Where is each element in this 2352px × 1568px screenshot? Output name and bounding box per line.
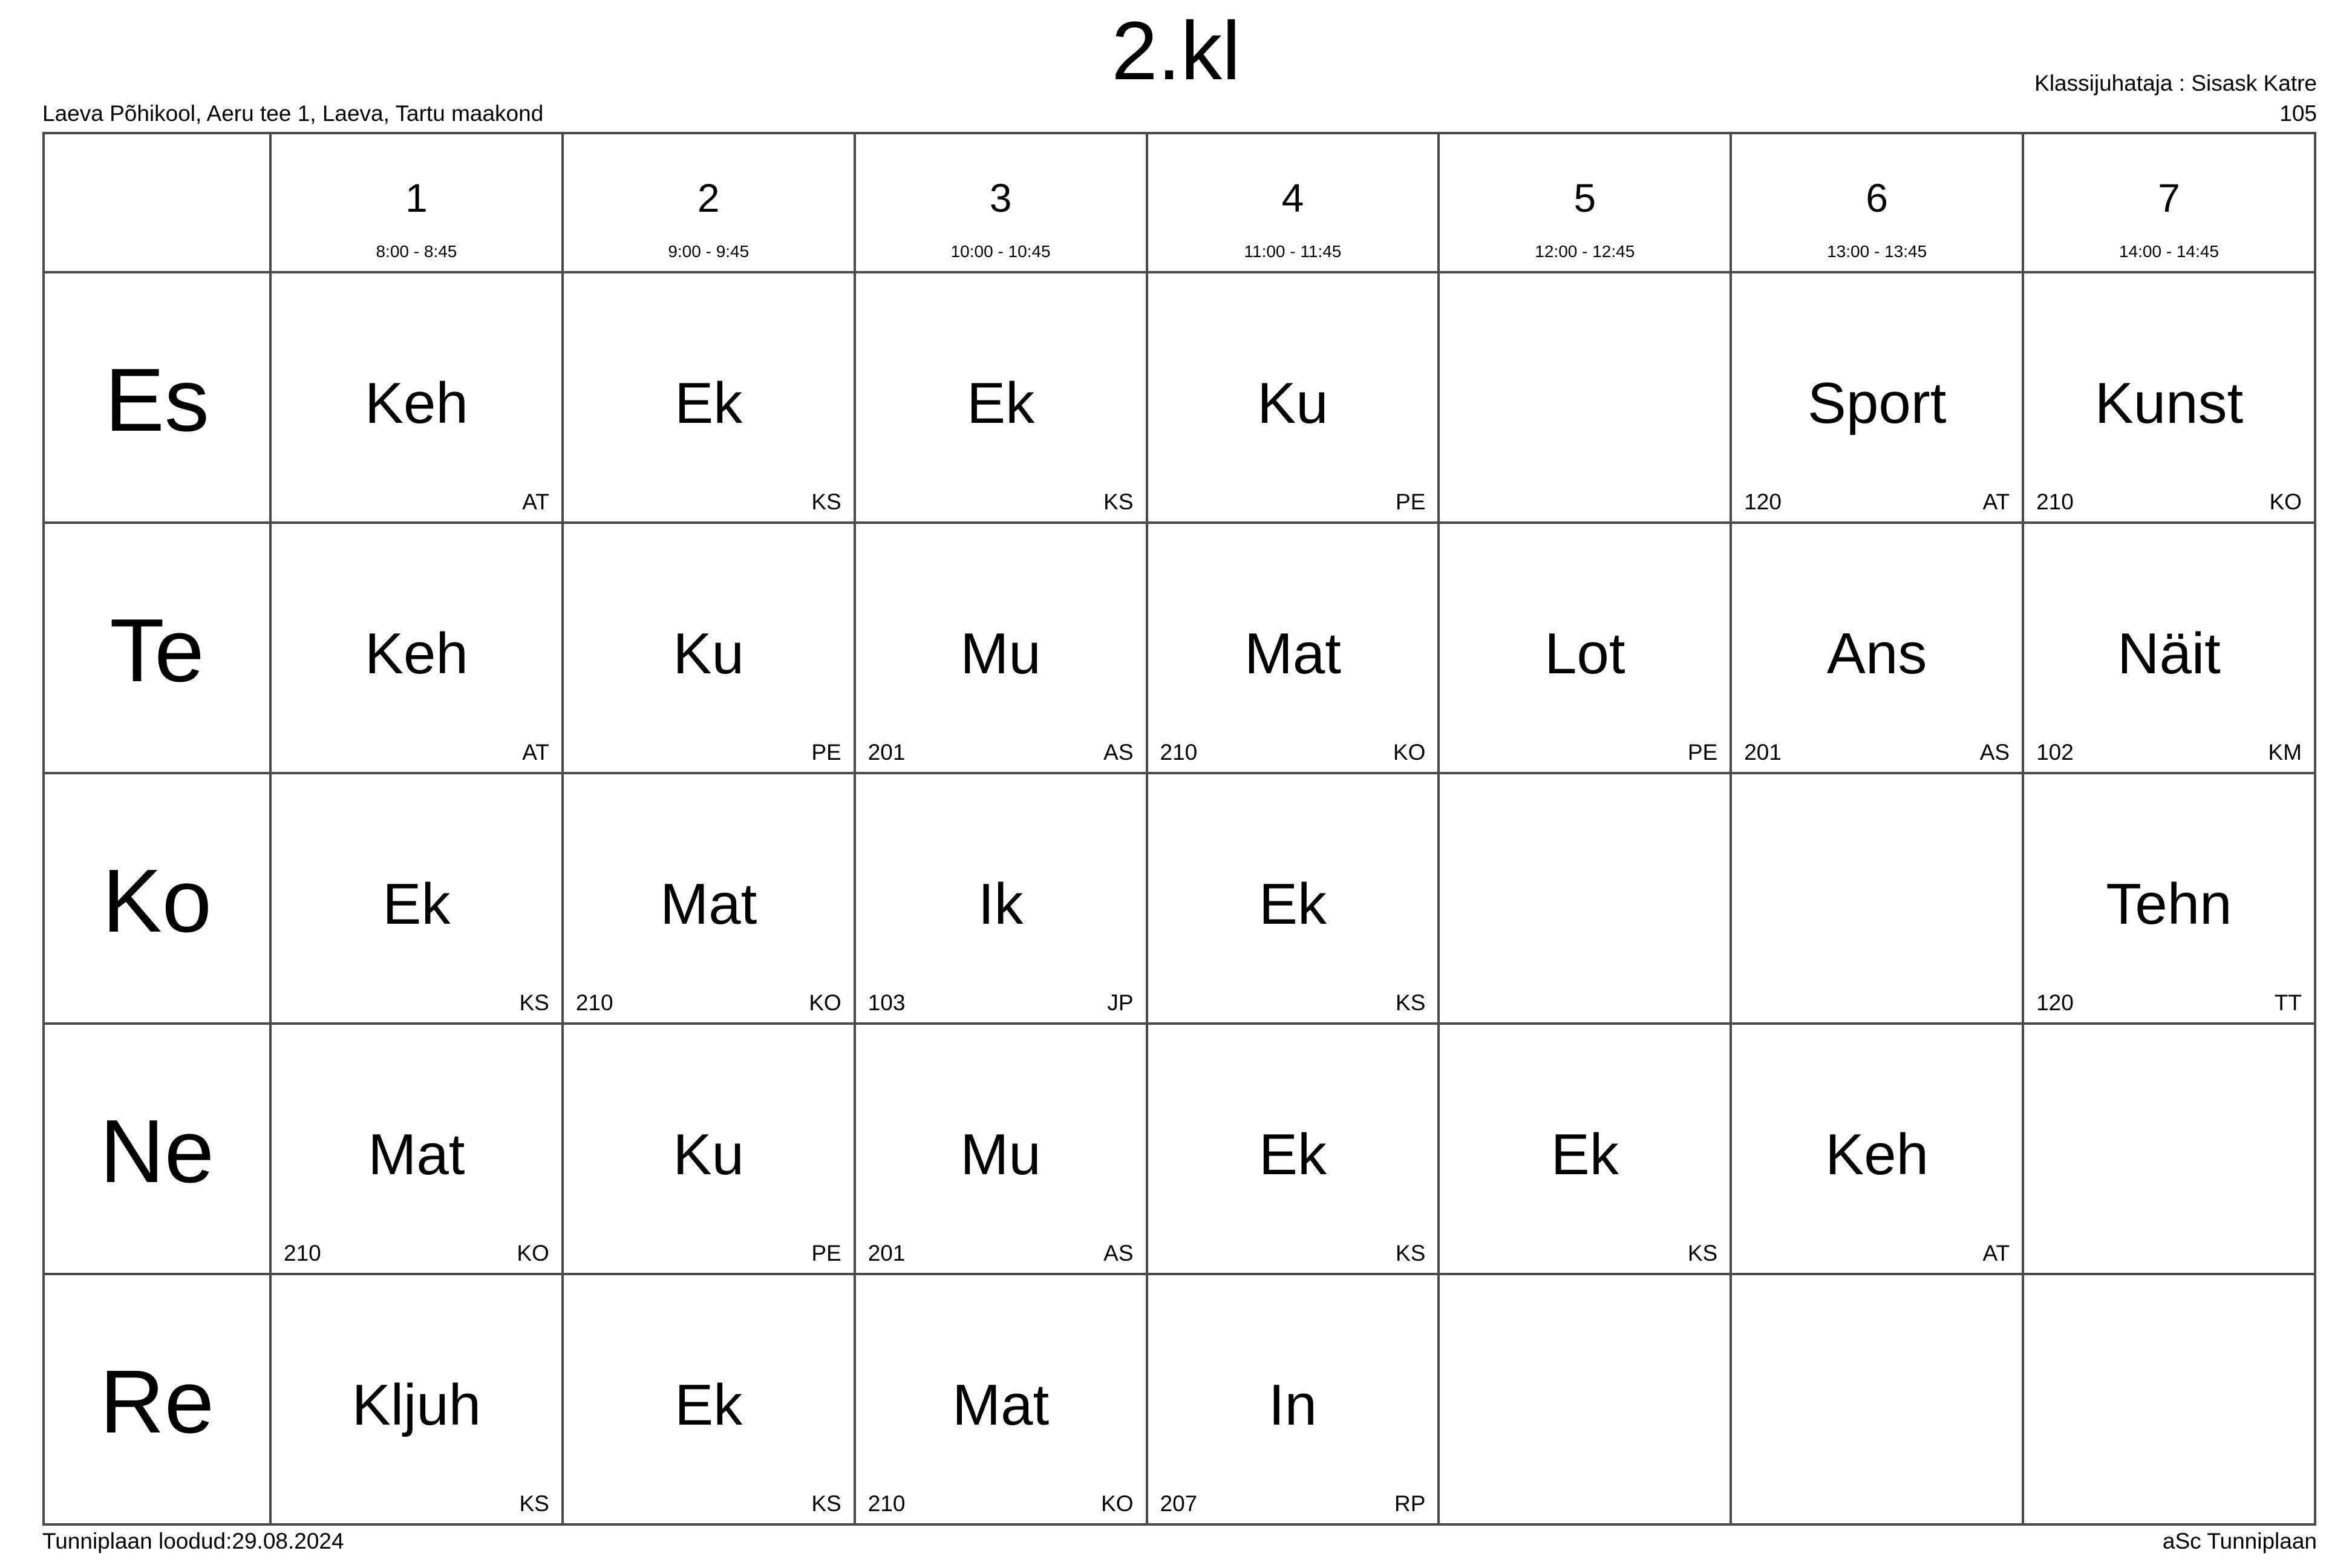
lesson-teacher: KS (519, 1491, 549, 1516)
lesson-subject: Näit (2117, 621, 2221, 686)
day-cell (44, 523, 270, 773)
lesson-subject: Mat (952, 1373, 1050, 1437)
corner-cell (44, 133, 270, 272)
lesson-teacher: KS (811, 1491, 841, 1516)
lesson-cell (855, 272, 1147, 523)
lesson-room: 210 (284, 1241, 321, 1266)
period-time: 14:00 - 14:45 (2118, 242, 2219, 261)
day-label: Re (99, 1352, 215, 1452)
period-header-1 (270, 133, 563, 272)
lesson-teacher: RP (1394, 1491, 1426, 1516)
lesson-room: 201 (1744, 740, 1782, 765)
lesson-teacher: KO (2269, 489, 2302, 514)
lesson-cell (1439, 773, 1731, 1024)
lesson-cell (2023, 523, 2315, 773)
lesson-subject: Ek (1550, 1122, 1619, 1187)
lesson-cell (855, 773, 1147, 1024)
lesson-teacher: PE (811, 1241, 841, 1266)
period-time: 12:00 - 12:45 (1535, 242, 1635, 261)
lesson-room: 201 (867, 740, 906, 765)
day-row (44, 523, 2315, 773)
lesson-cell (270, 272, 563, 523)
lesson-cell (1731, 773, 2023, 1024)
lesson-teacher: AS (1103, 740, 1134, 765)
lesson-subject: Keh (1825, 1122, 1929, 1187)
period-header-2 (563, 133, 855, 272)
lesson-cell (2023, 1274, 2315, 1524)
lesson-subject: In (1268, 1373, 1317, 1437)
lesson-subject: Ku (1257, 371, 1328, 436)
lesson-teacher: TT (2274, 990, 2302, 1015)
day-row (44, 1024, 2315, 1274)
period-time: 11:00 - 11:45 (1244, 242, 1342, 261)
lesson-cell (1147, 773, 1439, 1024)
timetable (42, 132, 2316, 1526)
lesson-subject: Sport (1807, 371, 1947, 436)
lesson-subject: Mat (1244, 621, 1341, 686)
period-number: 6 (1866, 175, 1888, 220)
lesson-subject: Kunst (2094, 371, 2244, 436)
lesson-teacher: KS (1396, 1241, 1426, 1266)
period-time: 13:00 - 13:45 (1827, 242, 1927, 261)
lesson-subject: Keh (365, 621, 468, 686)
lesson-room: 210 (867, 1491, 906, 1516)
period-number: 7 (2158, 175, 2180, 220)
period-number: 3 (989, 175, 1012, 220)
lesson-subject: Mat (368, 1122, 465, 1187)
day-row (44, 272, 2315, 523)
lesson-teacher: AS (1103, 1241, 1134, 1266)
day-row (44, 773, 2315, 1024)
lesson-subject: Mat (660, 872, 757, 936)
lesson-cell (270, 523, 563, 773)
lesson-cell (270, 1274, 563, 1524)
lesson-subject: Ik (978, 872, 1024, 936)
created-date: Tunniplaan loodud:29.08.2024 (42, 1529, 344, 1553)
lesson-cell (563, 773, 855, 1024)
lesson-cell (563, 272, 855, 523)
day-cell (44, 1024, 270, 1274)
period-number: 2 (697, 175, 720, 220)
lesson-subject: Ek (1258, 872, 1327, 936)
lesson-cell (563, 523, 855, 773)
day-cell (44, 272, 270, 523)
lesson-teacher: AT (522, 740, 549, 765)
lesson-teacher: AS (1979, 740, 2010, 765)
lesson-room: 120 (1744, 489, 1782, 514)
lesson-subject: Ans (1826, 621, 1927, 686)
lesson-cell (2023, 773, 2315, 1024)
lesson-teacher: JP (1107, 990, 1134, 1015)
class-teacher: Klassijuhataja : Sisask Katre (2034, 71, 2317, 96)
lesson-cell (1439, 1024, 1731, 1274)
period-time: 8:00 - 8:45 (376, 242, 457, 261)
period-header-6 (1731, 133, 2023, 272)
lesson-subject: Ku (673, 1122, 744, 1187)
lesson-teacher: KO (1393, 740, 1426, 765)
lesson-room: 210 (1160, 740, 1198, 765)
period-number: 4 (1281, 175, 1304, 220)
lesson-cell (563, 1024, 855, 1274)
lesson-room: 103 (867, 990, 906, 1015)
day-row (44, 1274, 2315, 1524)
lesson-room: 120 (2036, 990, 2074, 1015)
lesson-cell (270, 1024, 563, 1274)
lesson-subject: Kljuh (351, 1373, 482, 1437)
day-label: Es (105, 350, 209, 450)
lesson-subject: Ek (1258, 1122, 1327, 1187)
lesson-subject: Ek (382, 872, 451, 936)
school-address: Laeva Põhikool, Aeru tee 1, Laeva, Tartu maakond (42, 101, 544, 126)
lesson-cell (1439, 523, 1731, 773)
period-time: 10:00 - 10:45 (950, 242, 1051, 261)
lesson-cell (855, 1024, 1147, 1274)
lesson-subject: Lot (1544, 621, 1625, 686)
lesson-teacher: KM (2268, 740, 2302, 765)
period-time: 9:00 - 9:45 (668, 242, 750, 261)
lesson-teacher: AT (522, 489, 549, 514)
lesson-teacher: PE (1687, 740, 1718, 765)
lesson-teacher: PE (1396, 489, 1426, 514)
lesson-room: 210 (2036, 489, 2074, 514)
page-title: 2.kl (1111, 5, 1241, 97)
lesson-room: 210 (575, 990, 613, 1015)
lesson-cell (1731, 1274, 2023, 1524)
lesson-subject: Ek (675, 371, 743, 436)
timetable-body (44, 133, 2315, 1524)
lesson-room: 207 (1160, 1491, 1198, 1516)
lesson-teacher: KO (809, 990, 841, 1015)
lesson-subject: Ek (675, 1373, 743, 1437)
lesson-teacher: AT (1982, 489, 2010, 514)
lesson-teacher: KS (1103, 489, 1134, 514)
lesson-subject: Keh (365, 371, 468, 436)
lesson-cell (1439, 272, 1731, 523)
class-room: 105 (2279, 101, 2317, 126)
lesson-teacher: KO (517, 1241, 549, 1266)
lesson-cell (1147, 1274, 1439, 1524)
lesson-cell (2023, 272, 2315, 523)
software-credit: aSc Tunniplaan (2162, 1529, 2317, 1553)
period-header-row (44, 133, 2315, 272)
day-label: Ne (99, 1102, 215, 1201)
day-cell (44, 1274, 270, 1524)
lesson-cell (1147, 523, 1439, 773)
lesson-subject: Mu (960, 1122, 1041, 1187)
lesson-subject: Ek (967, 371, 1035, 436)
lesson-cell (563, 1274, 855, 1524)
lesson-cell (270, 773, 563, 1024)
lesson-subject: Ku (673, 621, 744, 686)
lesson-teacher: KO (1101, 1491, 1134, 1516)
day-cell (44, 773, 270, 1024)
period-header-4 (1147, 133, 1439, 272)
period-header-5 (1439, 133, 1731, 272)
lesson-cell (1731, 272, 2023, 523)
lesson-teacher: KS (1687, 1241, 1718, 1266)
lesson-teacher: AT (1982, 1241, 2010, 1266)
lesson-cell (1147, 1024, 1439, 1274)
period-header-7 (2023, 133, 2315, 272)
period-number: 1 (405, 175, 428, 220)
lesson-subject: Mu (960, 621, 1041, 686)
lesson-cell (855, 523, 1147, 773)
lesson-cell (1439, 1274, 1731, 1524)
lesson-cell (855, 1274, 1147, 1524)
lesson-teacher: KS (519, 990, 549, 1015)
lesson-teacher: PE (811, 740, 841, 765)
period-number: 5 (1573, 175, 1596, 220)
day-label: Ko (102, 851, 212, 951)
lesson-subject: Tehn (2106, 872, 2232, 936)
lesson-cell (2023, 1024, 2315, 1274)
lesson-room: 201 (867, 1241, 906, 1266)
lesson-teacher: KS (811, 489, 841, 514)
period-header-3 (855, 133, 1147, 272)
lesson-teacher: KS (1396, 990, 1426, 1015)
day-label: Te (109, 601, 204, 701)
lesson-room: 102 (2036, 740, 2074, 765)
lesson-cell (1731, 1024, 2023, 1274)
lesson-cell (1731, 523, 2023, 773)
lesson-cell (1147, 272, 1439, 523)
